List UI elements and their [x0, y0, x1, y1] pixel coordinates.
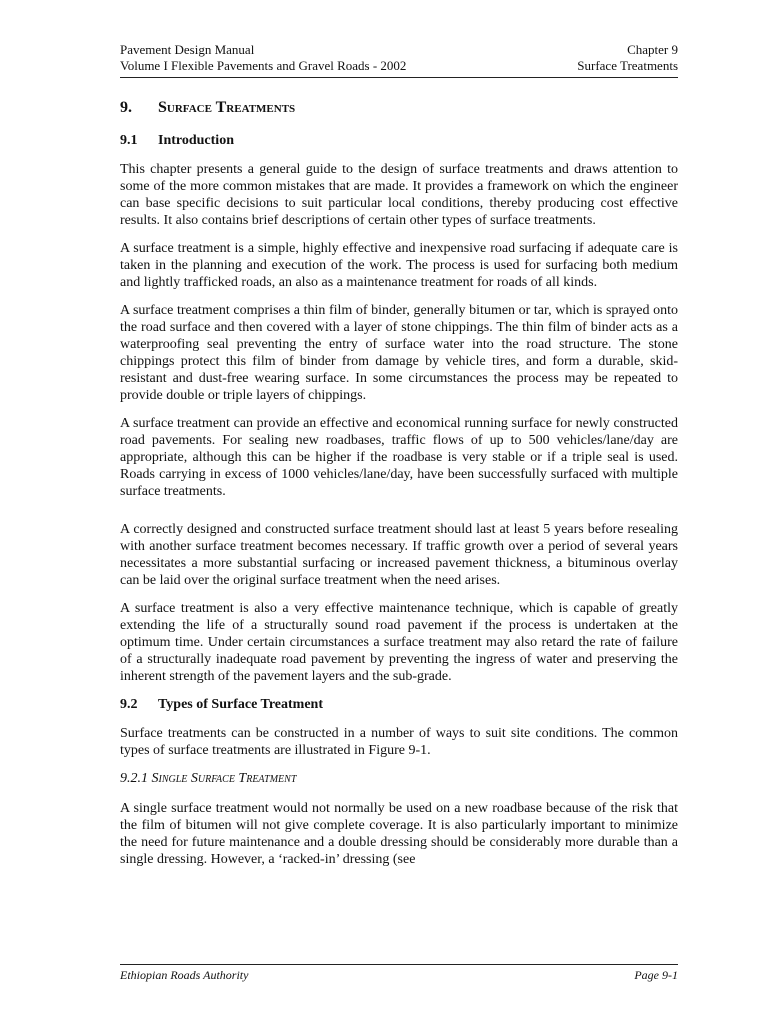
types-paragraph: Surface treatments can be constructed in a number of ways to suit site conditions. The common types of surface treatments are illustrated in Figure 9-1. [120, 726, 678, 758]
single-treatment-paragraph: A single surface treatment would not normally be used on a new roadbase because of the risk that the film of bitumen will not give complete coverage. It is also particularly important to minimize the need for future maintenance and a double dressing should be considerably more durable than a single dressing. However, a ‘racked-in’ dressing (see [120, 801, 678, 867]
chapter-label: Chapter 9 [627, 42, 678, 57]
subsection-heading-single: 9.2.1 Single Surface Treatment [120, 771, 297, 786]
page-footer [120, 964, 678, 983]
section-title: Types of Surface Treatment [158, 697, 323, 712]
intro-paragraph-4: A surface treatment can provide an effective and economical running surface for newly constructed road pavements. For sealing new roadbases, traffic flows of up to 500 vehicles/lane/day are appropriate, although this can be higher if the roadbase is very stable or if a triple seal is used. Roads carrying in excess of 1000 vehicles/lane/day, have been successfully surfaced with multiple surface treatments. [120, 416, 678, 499]
chapter-number: 9. [120, 99, 132, 116]
intro-paragraph-3: A surface treatment comprises a thin film of binder, generally bitumen or tar, which is sprayed onto the road surface and then covered with a layer of stone chippings. The thin film of binder acts as a waterproofing seal preventing the entry of surface water into the road structure. The stone chippings protect this film of binder from damage by vehicle tires, and form a durable, skid-resistant and dust-free wearing surface. In some circumstances the process may be repeated to provide double or triple layers of chippings. [120, 303, 678, 403]
header-row-1 [120, 42, 678, 58]
chapter-title: Surface Treatments [158, 99, 296, 116]
section-number: 9.2 [120, 697, 138, 712]
section-heading-types [120, 696, 678, 714]
manual-title: Pavement Design Manual [120, 42, 255, 57]
section-number: 9.1 [120, 133, 138, 148]
volume-title: Volume I Flexible Pavements and Gravel Roads - 2002 [120, 58, 407, 73]
header-row-2 [120, 58, 678, 74]
chapter-heading [120, 98, 678, 118]
section-title: Introduction [158, 133, 234, 148]
page-number: Page 9-1 [634, 968, 678, 982]
page-body [120, 98, 678, 879]
chapter-name: Surface Treatments [577, 58, 678, 73]
section-heading-intro [120, 132, 678, 150]
page-header [120, 42, 678, 78]
intro-paragraph-5: A correctly designed and constructed surface treatment should last at least 5 years before resealing with another surface treatment becomes necessary. If traffic growth over a period of several years necessitates a more substantial surfacing or increased pavement thickness, a bituminous overlay can be laid over the original surface treatment when the need arises. [120, 522, 678, 588]
intro-paragraph-2: A surface treatment is a simple, highly effective and inexpensive road surfacing if adequate care is taken in the planning and execution of the work. The process is used for surfacing both medium and lightly trafficked roads, an also as a maintenance treatment for roads of all kinds. [120, 241, 678, 290]
footer-organization: Ethiopian Roads Authority [120, 968, 249, 982]
intro-paragraph-6: A surface treatment is also a very effective maintenance technique, which is capable of greatly extending the life of a structurally sound road pavement if the process is undertaken at the optimum time. Under certain circumstances a surface treatment may also retard the rate of failure of a structurally inadequate road pavement by preventing the ingress of water and preserving the inherent strength of the pavement layers and the sub-grade. [120, 601, 678, 684]
intro-paragraph-1: This chapter presents a general guide to the design of surface treatments and draws attention to some of the more common mistakes that are made. It provides a framework on which the engineer can base specific decisions to suit particular local conditions, thereby producing cost effective results. It also contains brief descriptions of certain other types of surface treatments. [120, 162, 678, 228]
